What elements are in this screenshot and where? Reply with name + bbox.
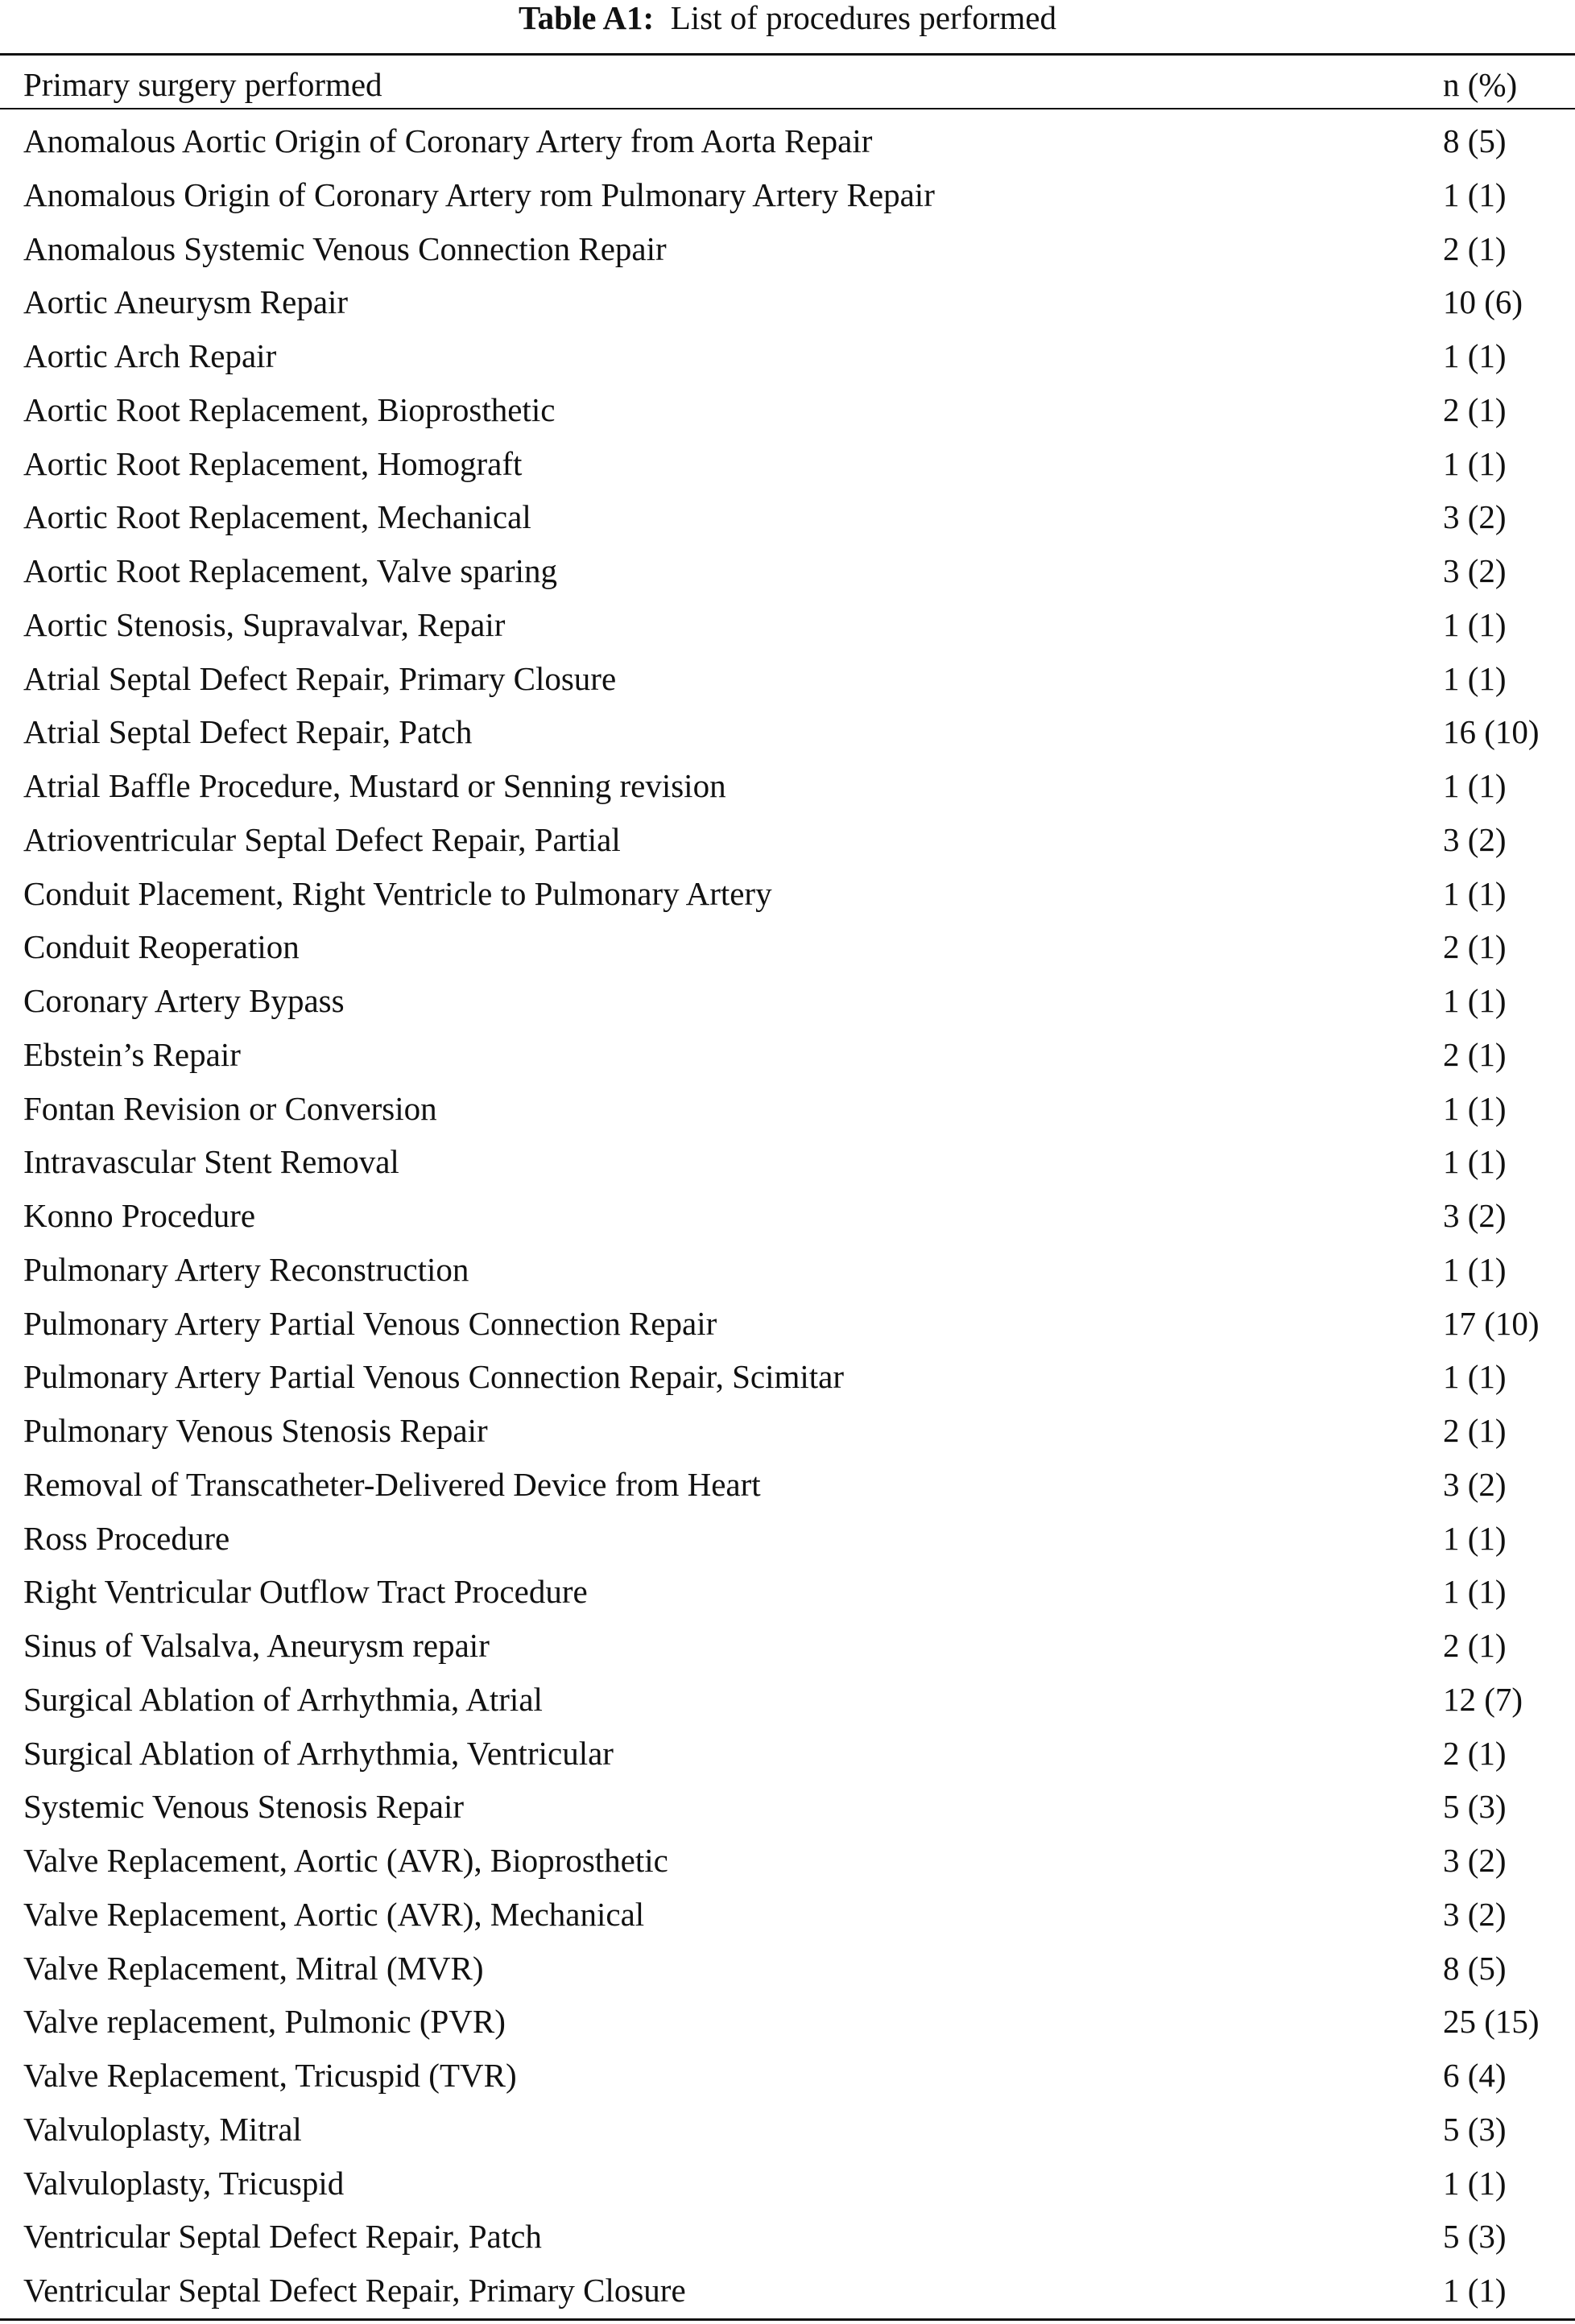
- table-row: [0, 1781, 1575, 1835]
- count-cell: 10 (6): [1443, 283, 1523, 321]
- count-cell: 1 (1): [1443, 2164, 1507, 2202]
- count-cell: 1 (1): [1443, 1250, 1507, 1288]
- procedure-cell: Valve Replacement, Aortic (AVR), Mechanical: [23, 1895, 645, 1933]
- count-cell: 3 (2): [1443, 498, 1507, 536]
- procedure-cell: Ventricular Septal Defect Repair, Primary Closure: [23, 2272, 686, 2309]
- count-cell: 1 (1): [1443, 1358, 1507, 1396]
- table-row: [0, 385, 1575, 439]
- table-header-row: [0, 58, 1575, 106]
- procedure-cell: Conduit Placement, Right Ventricle to Pulmonary Artery: [23, 874, 772, 912]
- count-cell: 8 (5): [1443, 1949, 1507, 1987]
- procedure-cell: Pulmonary Artery Reconstruction: [23, 1250, 469, 1288]
- table-bottom-rule: [0, 2318, 1575, 2321]
- count-cell: 2 (1): [1443, 229, 1507, 267]
- count-cell: 16 (10): [1443, 713, 1540, 751]
- count-cell: 3 (2): [1443, 1895, 1507, 1933]
- table-row: [0, 1459, 1575, 1513]
- count-cell: 1 (1): [1443, 444, 1507, 482]
- table-row: [0, 1030, 1575, 1084]
- procedure-cell: Atrial Septal Defect Repair, Patch: [23, 713, 473, 751]
- procedure-cell: Valve Replacement, Mitral (MVR): [23, 1949, 484, 1987]
- table-row: [0, 2211, 1575, 2265]
- column-header-count: n (%): [1443, 66, 1518, 103]
- procedure-cell: Atrial Baffle Procedure, Mustard or Senning revision: [23, 767, 726, 804]
- count-cell: 1 (1): [1443, 605, 1507, 643]
- table-row: [0, 1513, 1575, 1567]
- table-row: [0, 2104, 1575, 2158]
- table-row: [0, 492, 1575, 546]
- count-cell: 1 (1): [1443, 175, 1507, 213]
- procedure-cell: Pulmonary Artery Partial Venous Connection Repair: [23, 1304, 717, 1342]
- procedure-cell: Ebstein’s Repair: [23, 1035, 241, 1073]
- table-row: [0, 869, 1575, 923]
- count-cell: 12 (7): [1443, 1680, 1523, 1718]
- table-row: [0, 224, 1575, 278]
- table-row: [0, 1298, 1575, 1352]
- count-cell: 25 (15): [1443, 2003, 1540, 2041]
- table-row: [0, 1084, 1575, 1137]
- table-row: [0, 170, 1575, 224]
- table-row: [0, 2265, 1575, 2319]
- count-cell: 2 (1): [1443, 1412, 1507, 1449]
- table-row: [0, 761, 1575, 815]
- table-row: [0, 1674, 1575, 1728]
- procedure-cell: Sinus of Valsalva, Aneurysm repair: [23, 1627, 490, 1664]
- procedure-cell: Right Ventricular Outflow Tract Procedure: [23, 1573, 588, 1611]
- table-row: [0, 600, 1575, 654]
- count-cell: 1 (1): [1443, 2272, 1507, 2309]
- count-cell: 1 (1): [1443, 1573, 1507, 1611]
- count-cell: 1 (1): [1443, 1143, 1507, 1181]
- count-cell: 17 (10): [1443, 1304, 1540, 1342]
- table-caption: [0, 0, 1575, 40]
- table-row: [0, 1943, 1575, 1997]
- procedure-cell: Aortic Root Replacement, Valve sparing: [23, 552, 558, 589]
- procedure-cell: Aortic Stenosis, Supravalvar, Repair: [23, 605, 506, 643]
- table-row: [0, 546, 1575, 600]
- table-row: [0, 439, 1575, 493]
- table-top-rule: [0, 53, 1575, 56]
- count-cell: 1 (1): [1443, 874, 1507, 912]
- count-cell: 2 (1): [1443, 1035, 1507, 1073]
- table-row: [0, 1889, 1575, 1943]
- count-cell: 1 (1): [1443, 1089, 1507, 1127]
- table-row: [0, 2158, 1575, 2212]
- count-cell: 3 (2): [1443, 1197, 1507, 1234]
- procedure-cell: Ross Procedure: [23, 1519, 230, 1557]
- column-header-procedure: Primary surgery performed: [23, 66, 382, 103]
- table-row: [0, 654, 1575, 708]
- count-cell: 2 (1): [1443, 928, 1507, 966]
- procedure-cell: Aortic Root Replacement, Mechanical: [23, 498, 531, 536]
- table-row: [0, 1137, 1575, 1191]
- count-cell: 3 (2): [1443, 1842, 1507, 1879]
- table-row: [0, 277, 1575, 331]
- table-row: [0, 976, 1575, 1030]
- table-row: [0, 1835, 1575, 1889]
- procedure-cell: Coronary Artery Bypass: [23, 982, 345, 1019]
- procedure-cell: Atrial Septal Defect Repair, Primary Closure: [23, 659, 617, 697]
- table-row: [0, 1996, 1575, 2050]
- procedure-cell: Valve Replacement, Aortic (AVR), Bioprosthetic: [23, 1842, 668, 1879]
- procedure-cell: Anomalous Aortic Origin of Coronary Artery from Aorta Repair: [23, 122, 873, 159]
- table-row: [0, 1620, 1575, 1674]
- count-cell: 5 (3): [1443, 2218, 1507, 2256]
- count-cell: 2 (1): [1443, 1734, 1507, 1772]
- table-row: [0, 815, 1575, 869]
- procedure-cell: Removal of Transcatheter-Delivered Device from Heart: [23, 1465, 761, 1503]
- count-cell: 6 (4): [1443, 2057, 1507, 2094]
- procedure-cell: Conduit Reoperation: [23, 928, 300, 966]
- table-body: [0, 116, 1575, 2318]
- procedure-cell: Anomalous Systemic Venous Connection Repair: [23, 229, 667, 267]
- procedure-cell: Aortic Aneurysm Repair: [23, 283, 349, 321]
- table-caption-text: List of procedures performed: [670, 0, 1057, 36]
- table-row: [0, 331, 1575, 385]
- procedure-cell: Aortic Arch Repair: [23, 337, 277, 374]
- count-cell: 3 (2): [1443, 552, 1507, 589]
- count-cell: 1 (1): [1443, 659, 1507, 697]
- table-row: [0, 922, 1575, 976]
- table-row: [0, 1245, 1575, 1298]
- table-row: [0, 116, 1575, 170]
- procedure-cell: Aortic Root Replacement, Homograft: [23, 444, 523, 482]
- procedure-cell: Pulmonary Venous Stenosis Repair: [23, 1412, 488, 1449]
- count-cell: 1 (1): [1443, 767, 1507, 804]
- count-cell: 8 (5): [1443, 122, 1507, 159]
- table-row: [0, 1191, 1575, 1245]
- procedure-cell: Valve replacement, Pulmonic (PVR): [23, 2003, 506, 2041]
- table-row: [0, 1567, 1575, 1620]
- procedure-cell: Fontan Revision or Conversion: [23, 1089, 437, 1127]
- procedure-cell: Valvuloplasty, Tricuspid: [23, 2164, 345, 2202]
- count-cell: 3 (2): [1443, 1465, 1507, 1503]
- procedure-cell: Anomalous Origin of Coronary Artery rom Pulmonary Artery Repair: [23, 175, 935, 213]
- count-cell: 2 (1): [1443, 390, 1507, 428]
- count-cell: 1 (1): [1443, 982, 1507, 1019]
- table-row: [0, 2050, 1575, 2104]
- procedure-cell: Systemic Venous Stenosis Repair: [23, 1788, 465, 1826]
- procedure-cell: Valvuloplasty, Mitral: [23, 2110, 302, 2148]
- count-cell: 1 (1): [1443, 1519, 1507, 1557]
- procedure-cell: Pulmonary Artery Partial Venous Connection Repair, Scimitar: [23, 1358, 845, 1396]
- table-row: [0, 1352, 1575, 1406]
- count-cell: 5 (3): [1443, 2110, 1507, 2148]
- count-cell: 5 (3): [1443, 1788, 1507, 1826]
- table-row: [0, 1728, 1575, 1782]
- table-row: [0, 1406, 1575, 1459]
- table-row: [0, 707, 1575, 761]
- table-caption-label: Table A1:: [518, 0, 655, 36]
- count-cell: 3 (2): [1443, 820, 1507, 858]
- procedure-cell: Surgical Ablation of Arrhythmia, Atrial: [23, 1680, 543, 1718]
- procedure-cell: Valve Replacement, Tricuspid (TVR): [23, 2057, 517, 2094]
- count-cell: 2 (1): [1443, 1627, 1507, 1664]
- count-cell: 1 (1): [1443, 337, 1507, 374]
- procedure-cell: Konno Procedure: [23, 1197, 256, 1234]
- procedure-cell: Aortic Root Replacement, Bioprosthetic: [23, 390, 556, 428]
- procedure-cell: Surgical Ablation of Arrhythmia, Ventricular: [23, 1734, 614, 1772]
- procedure-cell: Atrioventricular Septal Defect Repair, Partial: [23, 820, 621, 858]
- procedure-cell: Ventricular Septal Defect Repair, Patch: [23, 2218, 542, 2256]
- procedure-cell: Intravascular Stent Removal: [23, 1143, 399, 1181]
- table-header-rule: [0, 108, 1575, 109]
